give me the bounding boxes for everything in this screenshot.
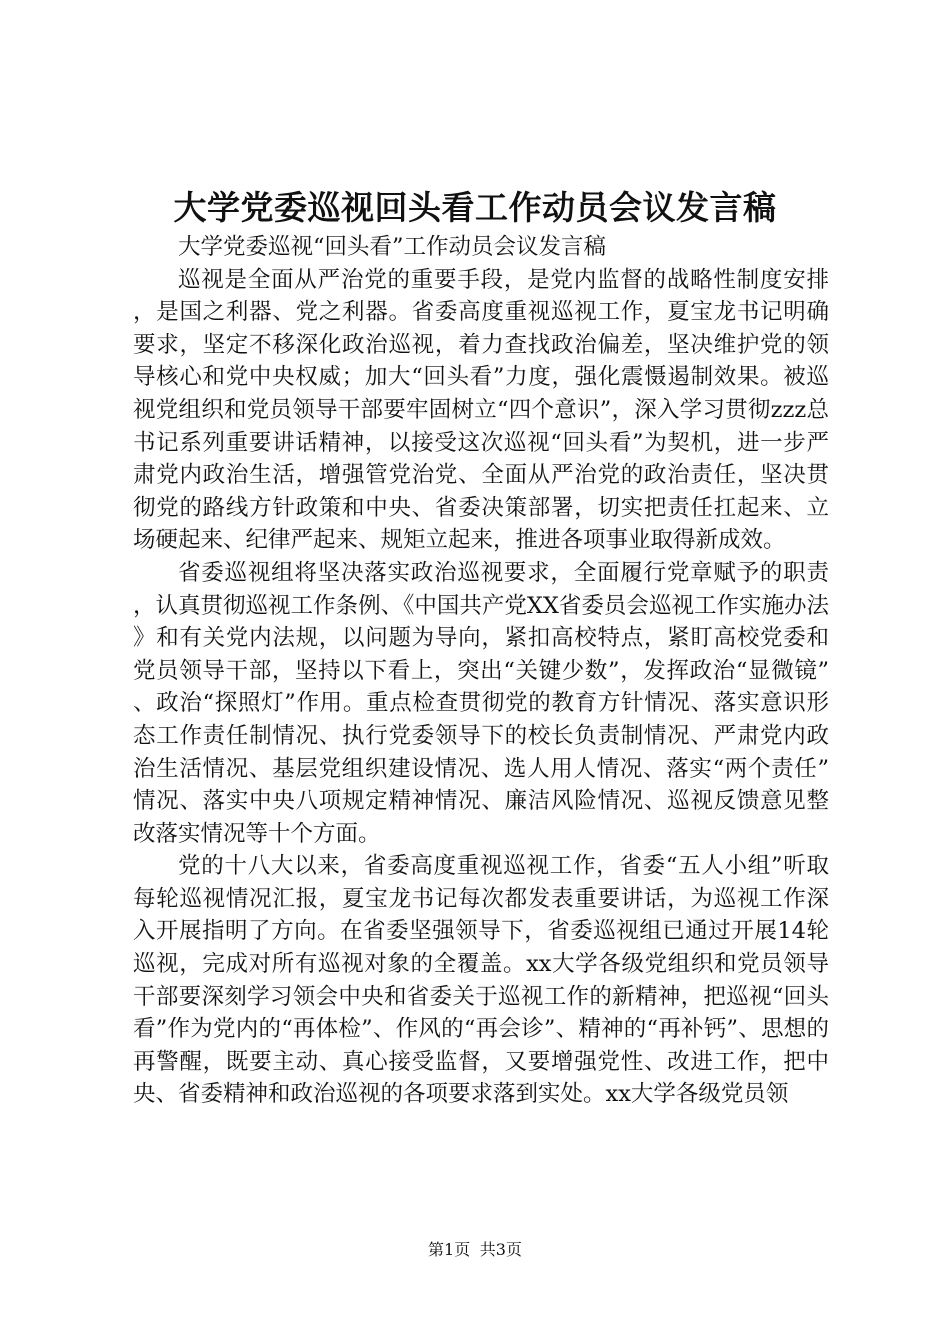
page-footer (0, 1238, 950, 1262)
body-paragraph-2: 省委巡视组将坚决落实政治巡视要求，全面履行党章赋予的职责，认真贯彻巡视工作条例、《中国共产党XX省委员会巡视工作实施办法》和有关党内法规，以问题为导向，紧扣高校特点，紧盯高校党委和党员领导干部，坚持以下看上，突出“关键少数”，发挥政治“显微镜”、政治“探照灯”作用。重点检查贯彻党的教育方针情况、落实意识形态工作责任制情况、执行党委领导下的校长负责制情况、严肃党内政治生活情况、基层党组织建设情况、选人用人情况、落实“两个责任”情况、落实中央八项规定精神情况、廉洁风险情况、巡视反馈意见整改落实情况等十个方面。 (133, 559, 829, 847)
body-paragraph-1: 巡视是全面从严治党的重要手段，是党内监督的战略性制度安排，是国之利器、党之利器。省委高度重视巡视工作，夏宝龙书记明确要求，坚定不移深化政治巡视，着力查找政治偏差，坚决维护党的领导核心和党中央权威；加大“回头看”力度，强化震慑遏制效果。被巡视党组织和党员领导干部要牢固树立“四个意识”，深入学习贯彻zzz总书记系列重要讲话精神，以接受这次巡视“回头看”为契机，进一步严肃党内政治生活，增强管党治党、全面从严治党的政治责任，坚决贯彻党的路线方针政策和中央、省委决策部署，切实把责任扛起来、立场硬起来、纪律严起来、规矩立起来，推进各项事业取得新成效。 (133, 266, 829, 554)
document-body (133, 231, 829, 1111)
document-title: 大学党委巡视回头看工作动员会议发言稿 (173, 188, 777, 227)
page-total: 共3页 (479, 1240, 522, 1259)
subtitle-paragraph: 大学党委巡视“回头看”工作动员会议发言稿 (178, 234, 607, 260)
body-paragraph-3: 党的十八大以来，省委高度重视巡视工作，省委“五人小组”听取每轮巡视情况汇报，夏宝龙书记每次都发表重要讲话，为巡视工作深入开展指明了方向。在省委坚强领导下，省委巡视组已通过开展14轮巡视，完成对所有巡视对象的全覆盖。xx大学各级党组织和党员领导干部要深刻学习领会中央和省委关于巡视工作的新精神，把巡视“回头看”作为党内的“再体检”、作风的“再会诊”、精神的“再补钙”、思想的再警醒，既要主动、真心接受监督，又要增强党性、改进工作，把中央、省委精神和政治巡视的各项要求落到实处。xx大学各级党员领 (133, 853, 829, 1108)
page-number: 第1页 (428, 1240, 471, 1259)
